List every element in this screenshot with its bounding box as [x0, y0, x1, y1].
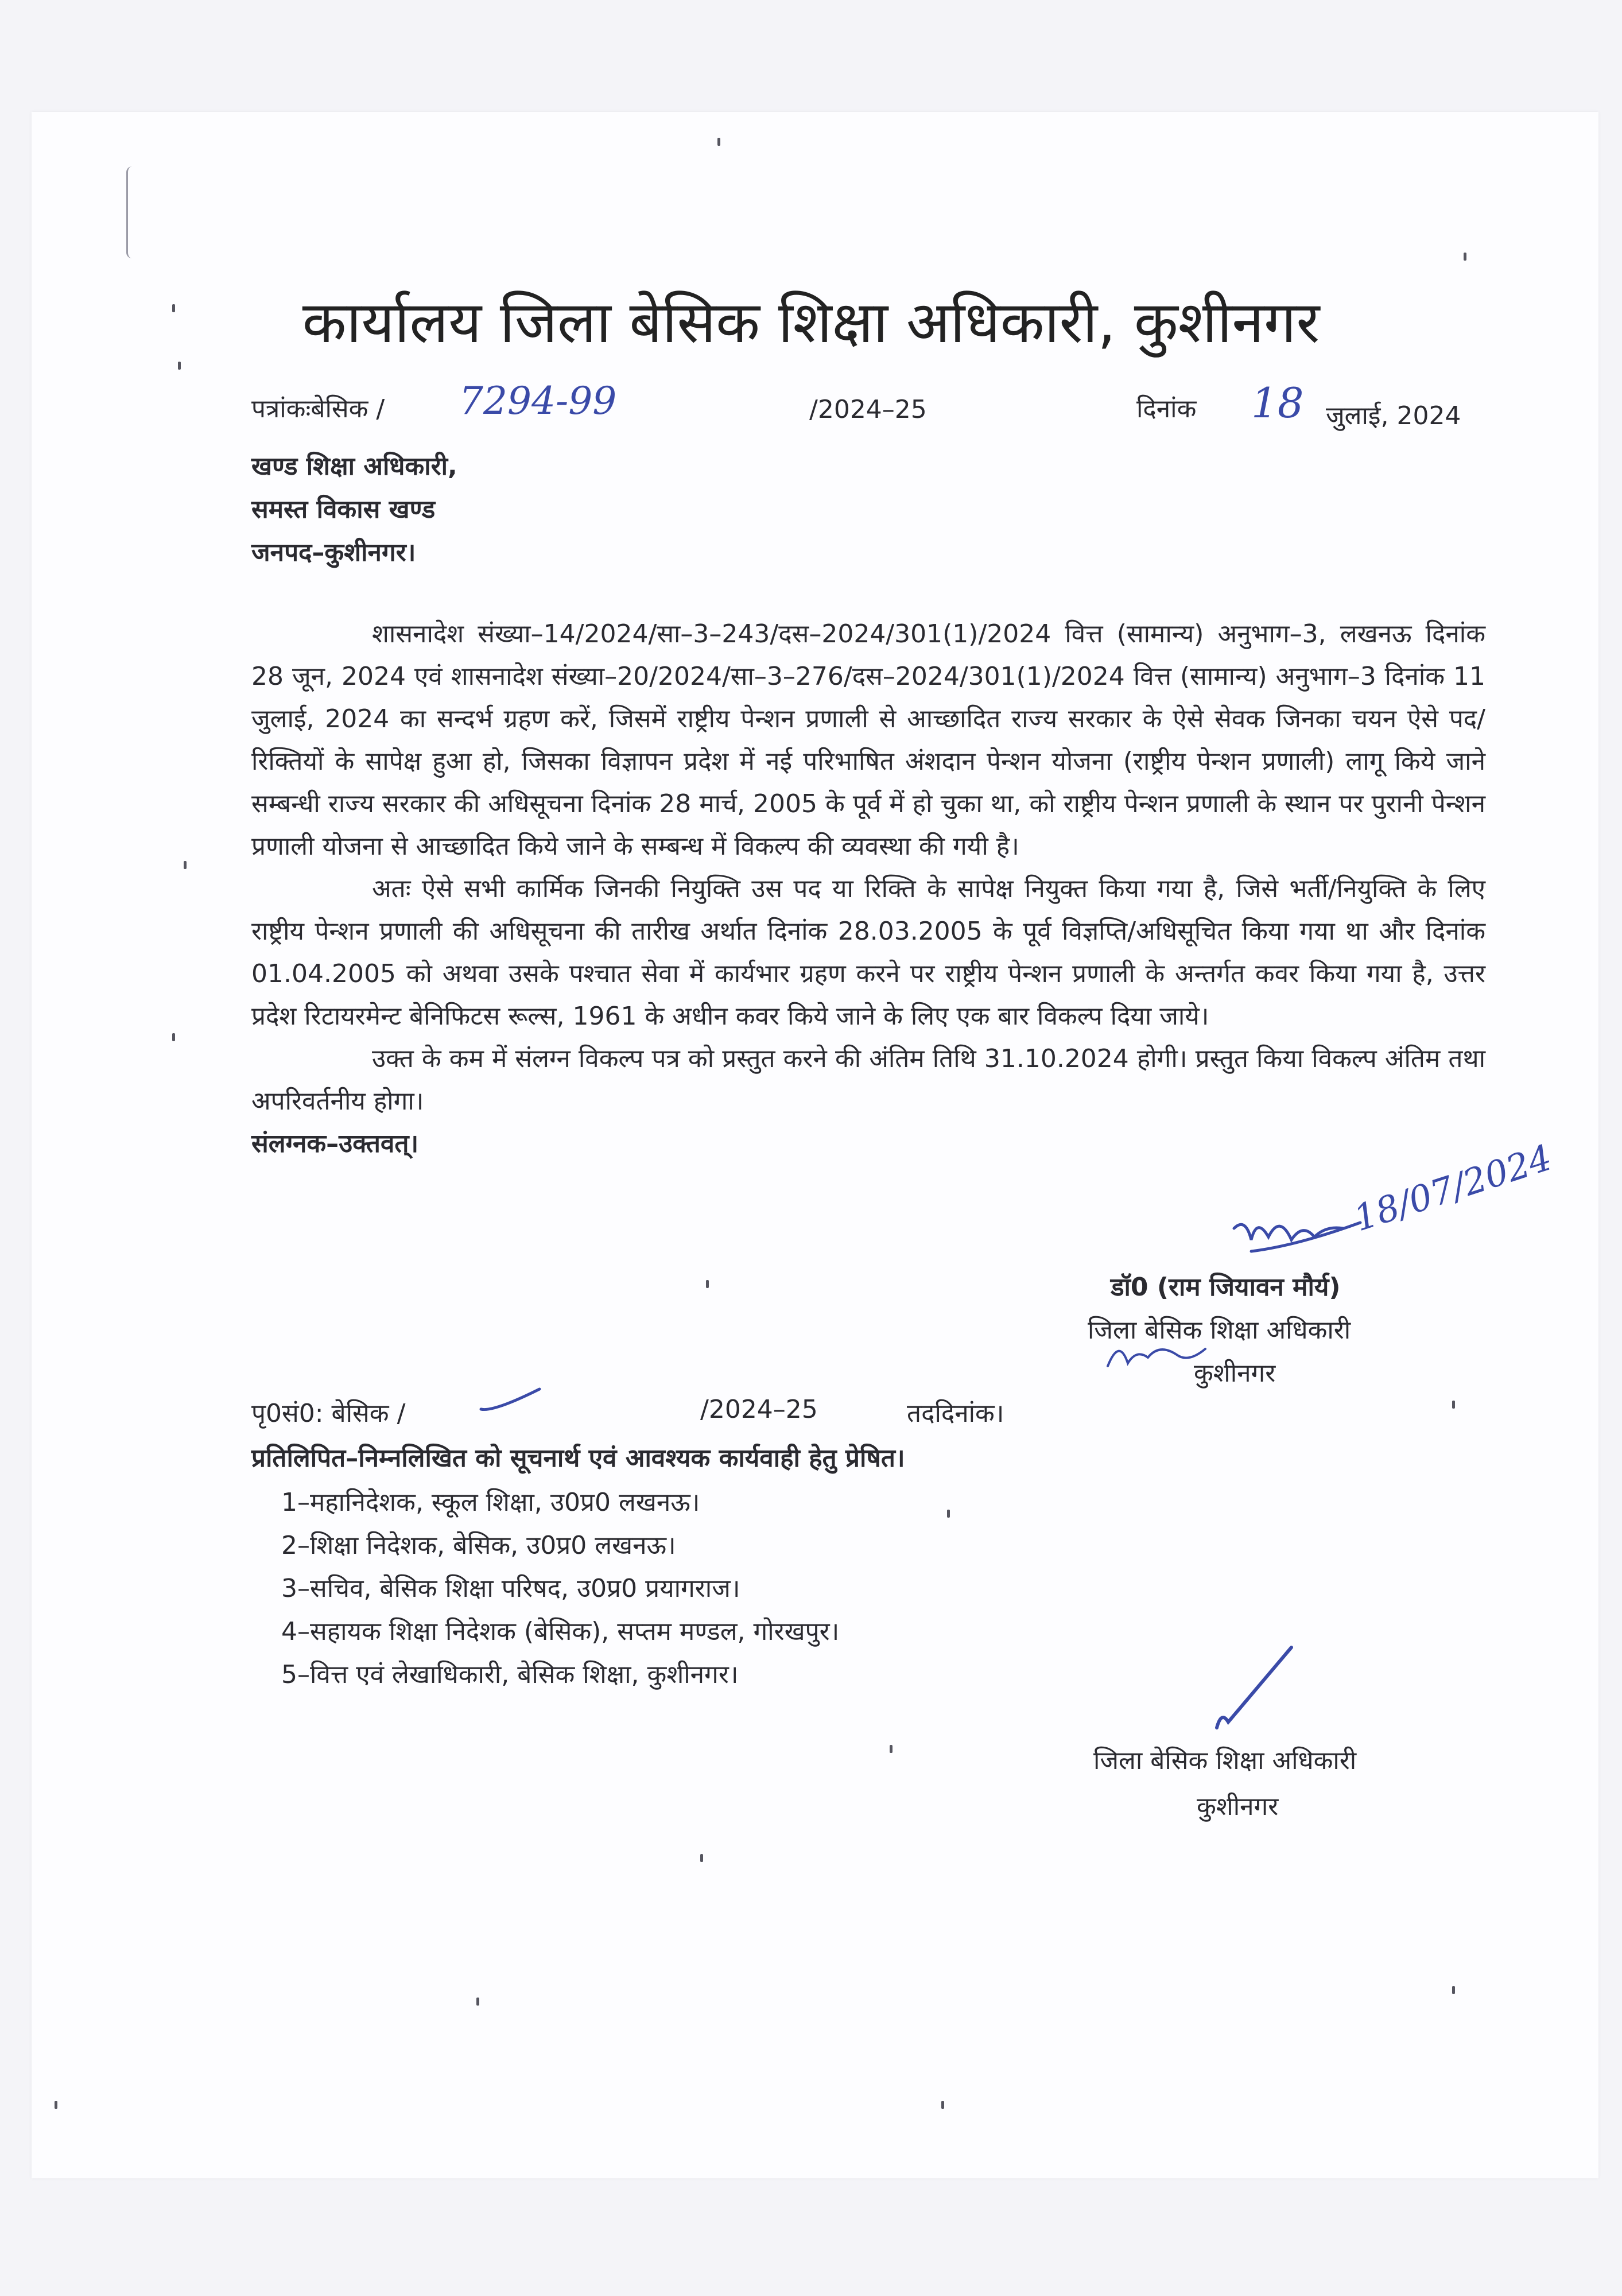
footer-designation: जिला बेसिक शिक्षा अधिकारी: [1093, 1746, 1357, 1775]
letter-body: [251, 613, 1485, 1165]
addressee-line-3: जनपद–कुशीनगर।: [251, 538, 416, 567]
speck: [1464, 253, 1466, 261]
speck: [941, 2101, 944, 2109]
copy-ref-tick: [476, 1383, 545, 1418]
date-day-handwritten: 18: [1251, 379, 1304, 427]
addressee-line-1: खण्ड शिक्षा अधिकारी,: [251, 452, 457, 481]
office-title: कार्यालय जिला बेसिक शिक्षा अधिकारी, कुशीनगर: [302, 289, 1320, 356]
speck: [178, 362, 181, 370]
enclosure-note: संलग्नक–उक्तवत्।: [251, 1129, 419, 1158]
signatory-place: कुशीनगर: [1194, 1359, 1276, 1388]
copy-recipient-3: 3–सचिव, बेसिक शिक्षा परिषद, उ0प्र0 प्रयागराज।: [281, 1574, 740, 1603]
copy-recipient-1: 1–महानिदेशक, स्कूल शिक्षा, उ0प्र0 लखनऊ।: [281, 1488, 700, 1517]
speck: [55, 2101, 57, 2109]
speck: [184, 861, 187, 869]
addressee-line-2: समस्त विकास खण्ड: [251, 495, 436, 524]
signature-date-handwritten: 18/07/2024: [1349, 1136, 1557, 1240]
signatory-designation: जिला बेसिक शिक्षा अधिकारी: [1088, 1316, 1351, 1345]
speck: [476, 1998, 479, 2006]
footer-place: कुशीनगर: [1197, 1792, 1279, 1821]
speck: [1452, 1401, 1455, 1409]
speck: [172, 304, 175, 312]
speck: [1452, 1986, 1455, 1994]
speck: [706, 1280, 709, 1288]
speck: [717, 138, 720, 146]
body-paragraph-3: उक्त के कम में संलग्न विकल्प पत्र को प्रस्तुत करने की अंतिम तिथि 31.10.2024 होगी। प्रस्तुत किया विकल्प अंतिम तथा अपरिवर्तनीय होगा।: [251, 1044, 1485, 1116]
ref-number-handwritten: 7294-99: [459, 379, 617, 423]
date-rest: जुलाई, 2024: [1326, 401, 1461, 430]
speck: [172, 1033, 175, 1041]
footer-signature-stroke: [1205, 1642, 1297, 1739]
copy-ref-prefix: पृ0सं0: बेसिक /: [251, 1399, 406, 1428]
date-label: दिनांक: [1136, 394, 1197, 424]
ref-year: /2024–25: [809, 395, 927, 424]
speck: [890, 1745, 893, 1753]
copy-recipient-5: 5–वित्त एवं लेखाधिकारी, बेसिक शिक्षा, कुशीनगर।: [281, 1660, 739, 1689]
ref-prefix: पत्रांकःबेसिक /: [251, 394, 385, 424]
signatory-name: डॉ0 (राम जियावन मौर्य): [1111, 1273, 1341, 1302]
body-paragraph-1: शासनादेश संख्या–14/2024/सा–3–243/दस–2024/301(1)/2024 वित्त (सामान्य) अनुभाग–3, लखनऊ दिनांक 28 जून, 2024 एवं शासनादेश संख्या–20/2024/सा–3–276/दस–2024/301(1)/2024 वित्त (सामान्य) अनुभाग–3 दिनांक 11 जुलाई, 2024 का सन्दर्भ ग्रहण करें, जिसमें राष्ट्रीय पेन्शन प्रणाली से आच्छादित राज्य सरकार के ऐसे सेवक जिनका चयन ऐसे पद/रिक्तियों के सापेक्ष हुआ हो, जिसका विज्ञापन प्रदेश में नई परिभाषित अंशदान पेन्शन योजना (राष्ट्रीय पेन्शन प्रणाली) लागू किये जाने सम्बन्धी राज्य सरकार की अधिसूचना दिनांक 28 मार्च, 2005 के पूर्व में हो चुका था, को राष्ट्रीय पेन्शन प्रणाली के स्थान पर पुरानी पेन्शन प्रणाली योजना से आच्छादित किये जाने के सम्बन्ध में विकल्प की व्यवस्था की गयी है।: [251, 619, 1485, 861]
copy-date-label: तददिनांक।: [907, 1399, 1004, 1428]
speck: [700, 1854, 703, 1862]
copy-recipient-4: 4–सहायक शिक्षा निदेशक (बेसिक), सप्तम मण्डल, गोरखपुर।: [281, 1617, 840, 1646]
initial-scribble: [1102, 1332, 1217, 1378]
body-paragraph-2: अतः ऐसे सभी कार्मिक जिनकी नियुक्ति उस पद या रिक्ति के सापेक्ष नियुक्त किया गया है, जिसे भर्ती/नियुक्ति के लिए राष्ट्रीय पेन्शन प्रणाली की अधिसूचना की तारीख अर्थात दिनांक 28.03.2005 के पूर्व विज्ञप्ति/अधिसूचित किया गया था और दिनांक 01.04.2005 को अथवा उसके पश्चात सेवा में कार्यभार ग्रहण करने पर राष्ट्रीय पेन्शन प्रणाली के अन्तर्गत कवर किया गया है, उत्तर प्रदेश रिटायरमेन्ट बेनिफिटस रूल्स, 1961 के अधीन कवर किये जाने के लिए एक बार विकल्प दिया जाये।: [251, 874, 1485, 1031]
copy-recipient-2: 2–शिक्षा निदेशक, बेसिक, उ0प्र0 लखनऊ।: [281, 1531, 676, 1560]
copy-heading: प्रतिलिपित–निम्नलिखित को सूचनार्थ एवं आवश्यक कार्यवाही हेतु प्रेषित।: [251, 1444, 905, 1473]
speck: [947, 1510, 950, 1518]
paper-clip-mark: [126, 166, 138, 258]
copy-ref-year: /2024–25: [700, 1395, 818, 1424]
